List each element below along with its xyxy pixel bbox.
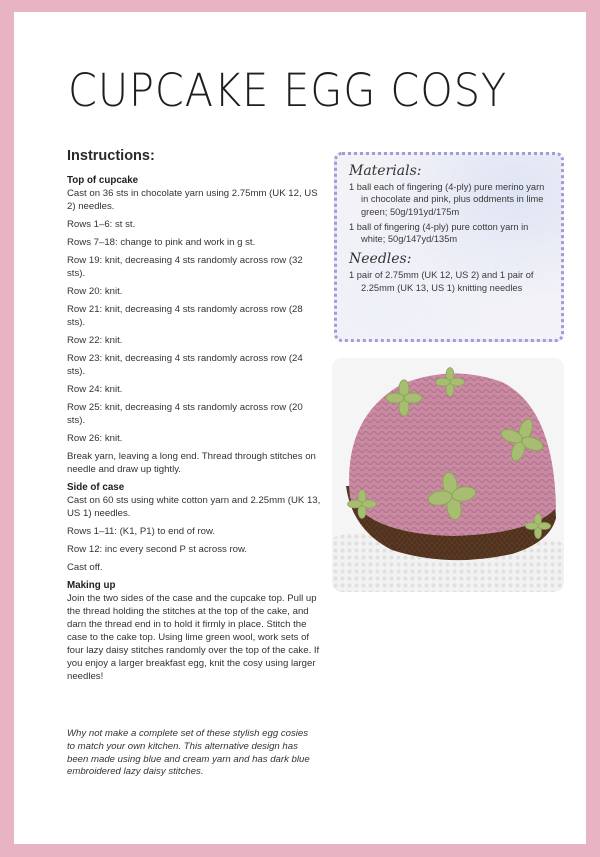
step: Row 24: knit. [67,384,123,395]
top-of-cupcake-heading: Top of cupcake [67,175,139,186]
step: Row 25: knit, decreasing 4 sts randomly across row (20 sts). [67,402,303,426]
step: Cast off. [67,562,103,573]
step: Row 21: knit, decreasing 4 sts randomly across row (28 sts). [67,304,303,328]
step: Cast on 60 sts using white cotton yarn and 2.25mm (UK 13, US 1) needles. [67,495,321,519]
step: Row 19: knit, decreasing 4 sts randomly across row (32 sts). [67,255,303,279]
step: Cast on 36 sts in chocolate yarn using 2.75mm (UK 12, US 2) needles. [67,188,318,212]
instructions-heading: Instructions: [67,148,155,164]
materials-heading: Materials: [349,163,422,179]
step: Row 23: knit, decreasing 4 sts randomly across row (24 sts). [67,353,303,377]
step: Row 20: knit. [67,286,123,297]
step: Rows 7–18: change to pink and work in g st. [67,237,256,248]
cupcake-cosy-illustration [332,358,564,592]
materials-item: 1 ball each of fingering (4-ply) pure merino yarn in chocolate and pink, plus oddments in lime green; 50g/191yd/175m [349,182,545,217]
side-of-case-heading: Side of case [67,482,125,493]
materials-item: 1 ball of fingering (4-ply) pure cotton yarn in white; 50g/147yd/135m [349,221,529,245]
step: Row 12: inc every second P st across row. [67,544,248,555]
instructions-column [67,150,321,683]
needles-item: 1 pair of 2.75mm (UK 12, US 2) and 1 pair of 2.25mm (UK 13, US 1) knitting needles [349,270,534,293]
step: Break yarn, leaving a long end. Thread through stitches on needle and draw up tightly. [67,451,316,475]
needles-heading: Needles: [349,251,412,268]
page [14,12,586,844]
materials-box [334,152,564,342]
making-up-text: Join the two sides of the case and the cupcake top. Pull up the thread holding the stitches at the top of the cake, and darn the thread end in to hold it firmly in place. Stitch the case to the cake top. Using lime green wool, work sets of four lazy daisy stitches randomly over the top of the cake. If you enjoy a larger breakfast egg, knit the cosy using larger needles! [67,593,320,682]
cupcake-cosy-photo [332,358,564,592]
step: Row 22: knit. [67,335,123,346]
page-title: CUPCAKE EGG COSY [68,64,508,117]
step: Row 26: knit. [67,433,123,444]
step: Rows 1–6: st st. [67,219,136,230]
making-up-heading: Making up [67,580,116,591]
alternative-design-caption: Why not make a complete set of these stylish egg cosies to match your own kitchen. This alternative design has been made using blue and cream yarn and has dark blue embroidered lazy daisy stitches. [67,728,310,778]
step: Rows 1–11: (K1, P1) to end of row. [67,526,216,537]
